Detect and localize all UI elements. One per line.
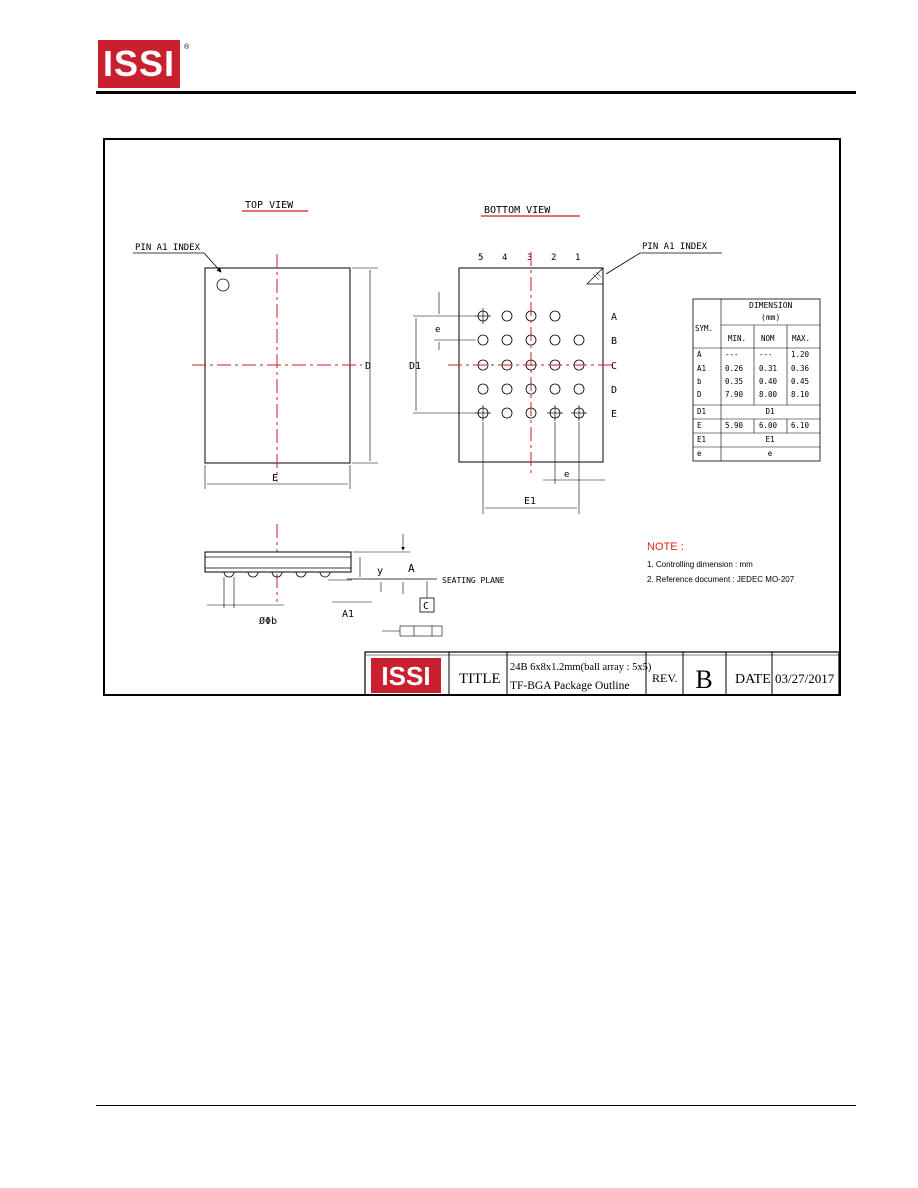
table-cell-sym: D1 xyxy=(697,407,707,416)
registered-mark: ® xyxy=(184,44,190,51)
table-cell-nom: 0.31 xyxy=(759,364,778,373)
table-cell-max: 0.45 xyxy=(791,377,810,386)
dimension-table xyxy=(693,299,820,461)
bottom-view-label: BOTTOM VIEW xyxy=(484,205,551,216)
date-label: DATE xyxy=(735,672,771,687)
seating-plane-label: SEATING PLANE xyxy=(442,576,505,585)
solder-ball xyxy=(550,384,560,394)
table-cell-min: 7.90 xyxy=(725,390,744,399)
solder-ball xyxy=(478,335,488,345)
package-drawing xyxy=(103,138,841,696)
solder-ball xyxy=(478,384,488,394)
table-cell-sym: A xyxy=(697,350,702,359)
dim-b-label: ØΦb xyxy=(259,616,278,627)
tolerance-frame xyxy=(400,626,442,636)
solder-ball xyxy=(502,384,512,394)
rev-label: REV. xyxy=(652,671,678,685)
table-cell-sym: D xyxy=(697,390,702,399)
dim-A-label: A xyxy=(408,562,415,575)
dim-D1-label: D1 xyxy=(409,361,422,372)
table-cell-min: 0.35 xyxy=(725,377,744,386)
table-col-nom: NOM xyxy=(761,334,775,343)
bottom-pin-a1-label: PIN A1 INDEX xyxy=(642,242,708,252)
dim-E-label: E xyxy=(272,473,279,484)
title-line-2: TF-BGA Package Outline xyxy=(510,680,630,692)
footer-rule xyxy=(96,1105,856,1106)
table-col-sym: SYM. xyxy=(695,324,714,333)
solder-ball xyxy=(574,384,584,394)
solder-ball xyxy=(574,335,584,345)
pin-a1-dot xyxy=(217,279,229,291)
ball-row-E: E xyxy=(611,409,618,420)
table-cell-max: 8.10 xyxy=(791,390,810,399)
table-cell-max: 0.36 xyxy=(791,364,810,373)
datum-C-label: C xyxy=(423,601,430,612)
table-cell-min: 0.26 xyxy=(725,364,744,373)
solder-ball xyxy=(550,335,560,345)
table-cell-bsc: D1 xyxy=(765,407,775,416)
table-cell-sym: E xyxy=(697,421,702,430)
note-item-1: 1. Controlling dimension : mm xyxy=(647,560,753,569)
ball-row-D: D xyxy=(611,385,618,396)
solder-ball xyxy=(502,408,512,418)
ball-row-B: B xyxy=(611,336,618,347)
ball-row-C: C xyxy=(611,361,618,372)
table-cell-max: 1.20 xyxy=(791,350,810,359)
ball-col-3: 3 xyxy=(527,253,533,263)
title-line-1: 24B 6x8x1.2mm(ball array : 5x5) xyxy=(510,662,652,673)
table-header: DIMENSION xyxy=(749,301,793,310)
rev-value: B xyxy=(695,665,713,694)
table-cell-bsc: E1 xyxy=(765,435,775,444)
top-pin-a1-label: PIN A1 INDEX xyxy=(135,243,201,253)
table-cell-max: 6.10 xyxy=(791,421,810,430)
title-block xyxy=(365,652,839,694)
drawing-canvas xyxy=(105,140,839,694)
date-value: 03/27/2017 xyxy=(775,671,835,686)
solder-ball xyxy=(550,311,560,321)
note-title: NOTE : xyxy=(647,541,684,553)
dim-A1-label: A1 xyxy=(342,609,355,620)
note-item-2: 2. Reference document : JEDEC MO-207 xyxy=(647,575,795,584)
title-label: TITLE xyxy=(459,671,501,687)
ball-col-4: 4 xyxy=(502,253,508,263)
top-view-label: TOP VIEW xyxy=(245,200,294,211)
table-cell-bsc: e xyxy=(767,449,773,458)
header-rule xyxy=(96,91,856,94)
ball-col-5: 5 xyxy=(478,253,484,263)
table-cell-sym: E1 xyxy=(697,435,707,444)
dim-e-vertical: e xyxy=(435,325,441,335)
dim-D-label: D xyxy=(365,361,372,372)
issi-logo xyxy=(98,40,180,88)
ball-row-A: A xyxy=(611,312,618,323)
ball-col-1: 1 xyxy=(575,253,581,263)
table-cell-sym: A1 xyxy=(697,364,707,373)
table-cell-sym: e xyxy=(697,449,702,458)
logo-text: ISSI xyxy=(102,43,176,84)
title-block-logo-text: ISSI xyxy=(381,661,431,691)
table-cell-sym: b xyxy=(697,377,702,386)
table-cell-min: --- xyxy=(725,350,739,359)
dim-E1-label: E1 xyxy=(524,496,537,507)
ball-col-2: 2 xyxy=(551,253,557,263)
dim-e-horizontal: e xyxy=(564,470,570,480)
solder-ball xyxy=(502,311,512,321)
table-cell-nom: 8.00 xyxy=(759,390,778,399)
side-view-body xyxy=(205,552,351,572)
table-col-min: MIN. xyxy=(728,334,747,343)
table-cell-nom: 0.40 xyxy=(759,377,778,386)
table-cell-nom: --- xyxy=(759,350,773,359)
table-col-max: MAX. xyxy=(792,334,811,343)
solder-ball xyxy=(502,335,512,345)
table-unit: (mm) xyxy=(761,313,781,322)
table-cell-min: 5.90 xyxy=(725,421,744,430)
dim-y-label: y xyxy=(377,566,384,577)
table-cell-nom: 6.00 xyxy=(759,421,778,430)
